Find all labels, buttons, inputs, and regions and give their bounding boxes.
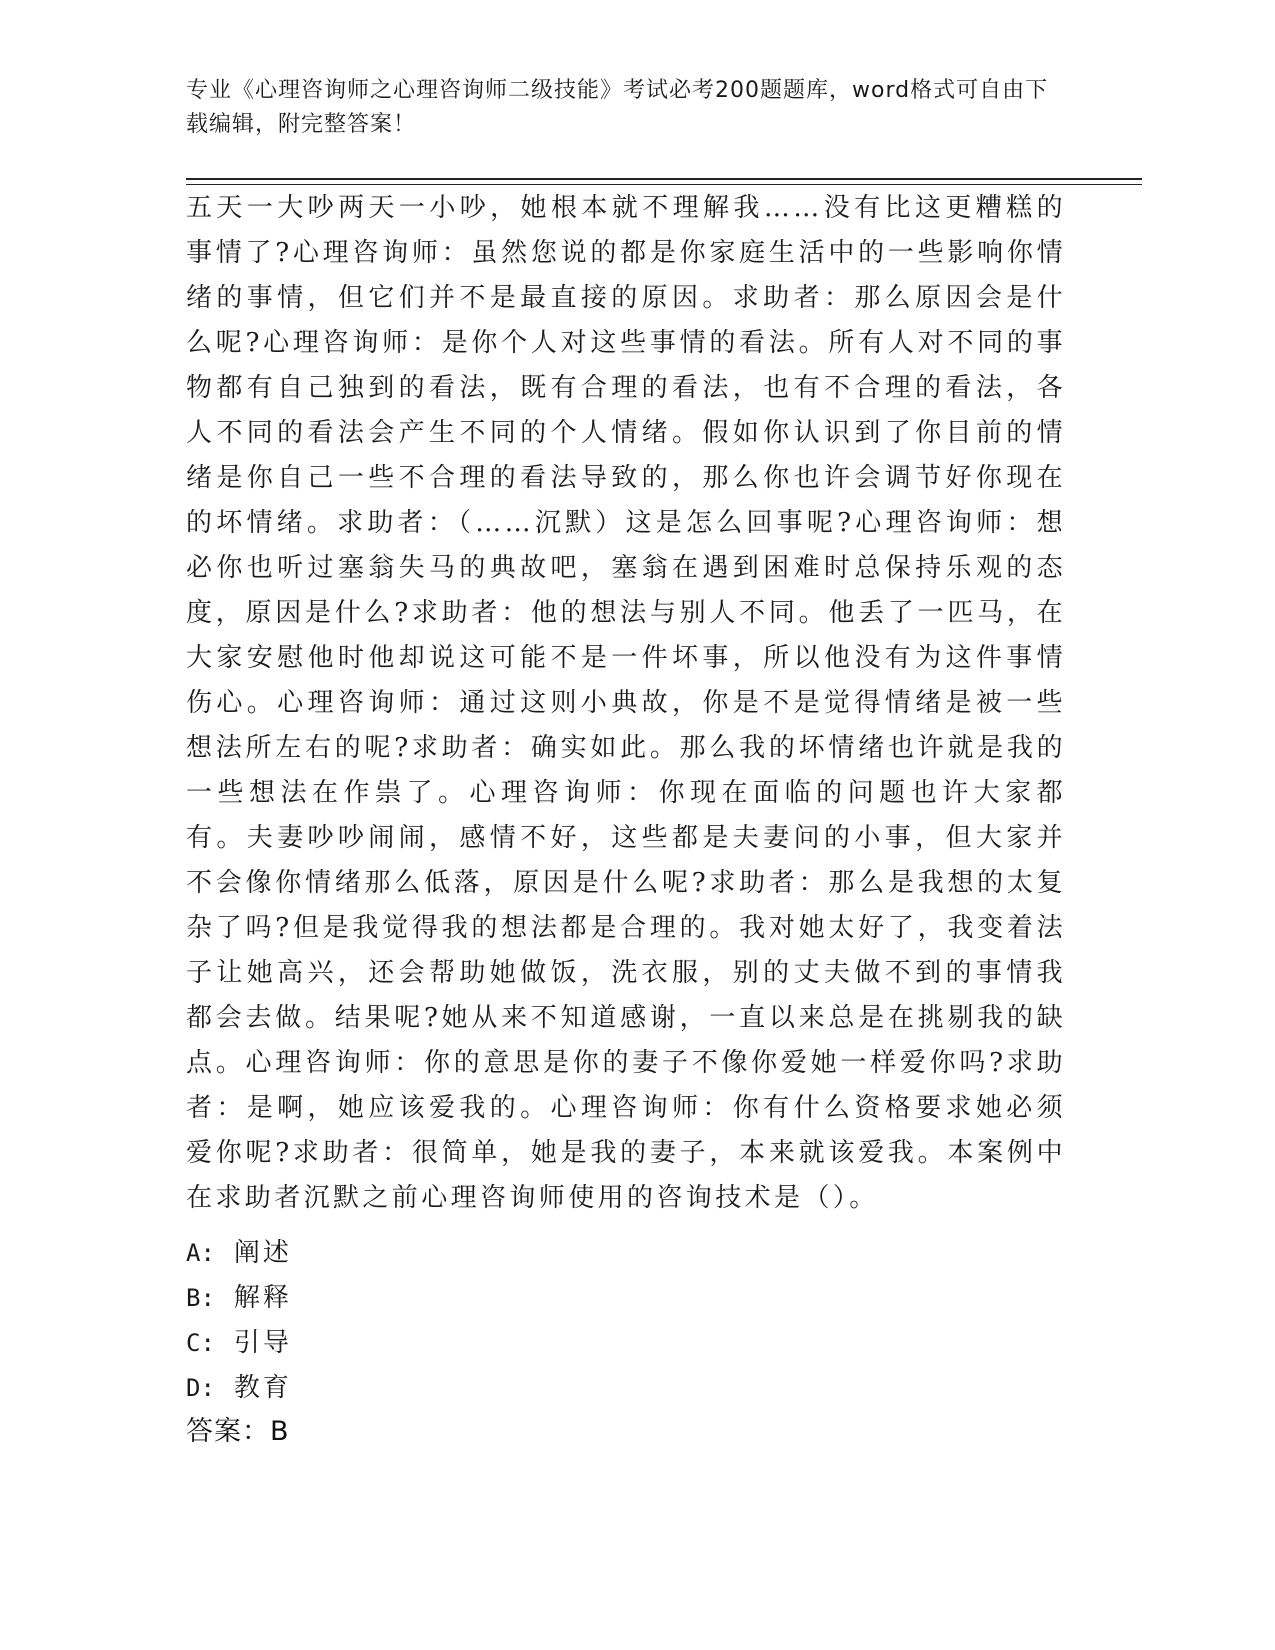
header-divider — [186, 178, 1142, 180]
option-d-text: 教育 — [233, 1373, 292, 1403]
option-d-letter: D — [186, 1374, 201, 1402]
option-c-text: 引导 — [233, 1328, 292, 1358]
answer-label: 答案： — [186, 1416, 270, 1447]
option-d-separator: : — [200, 1374, 218, 1402]
option-a — [186, 1231, 1066, 1276]
option-b-text: 解释 — [233, 1283, 292, 1313]
option-c — [186, 1321, 1066, 1366]
option-d — [186, 1366, 1066, 1411]
option-a-letter: A — [186, 1239, 201, 1267]
option-c-letter: C — [186, 1329, 201, 1357]
option-b — [186, 1276, 1066, 1321]
option-c-separator: : — [200, 1329, 218, 1357]
option-b-separator: : — [200, 1284, 218, 1312]
option-b-letter: B — [186, 1284, 201, 1312]
question-stem: 五天一大吵两天一小吵，她根本就不理解我……没有比这更糟糕的事情了?心理咨询师：虽然您说的都是你家庭生活中的一些影响你情绪的事情，但它们并不是最直接的原因。求助者：那么原因会是什么呢?心理咨询师：是你个人对这些事情的看法。所有人对不同的事物都有自己独到的看法，既有合理的看法，也有不合理的看法，各人不同的看法会产生不同的个人情绪。假如你认识到了你目前的情绪是你自己一些不合理的看法导致的，那么你也许会调节好你现在的坏情绪。求助者：（……沉默）这是怎么回事呢?心理咨询师：想必你也听过塞翁失马的典故吧，塞翁在遇到困难时总保持乐观的态度，原因是什么?求助者：他的想法与别人不同。他丢了一匹马，在大家安慰他时他却说这可能不是一件坏事，所以他没有为这件事情伤心。心理咨询师：通过这则小典故，你是不是觉得情绪是被一些想法所左右的呢?求助者：确实如此。那么我的坏情绪也许就是我的一些想法在作祟了。心理咨询师：你现在面临的问题也许大家都有。夫妻吵吵闹闹，感情不好，这些都是夫妻问的小事，但大家并不会像你情绪那么低落，原因是什么呢?求助者：那么是我想的太复杂了吗?但是我觉得我的想法都是合理的。我对她太好了，我变着法子让她高兴，还会帮助她做饭，洗衣服，别的丈夫做不到的事情我都会去做。结果呢?她从来不知道感谢，一直以来总是在挑剔我的缺点。心理咨询师：你的意思是你的妻子不像你爱她一样爱你吗?求助者：是啊，她应该爱我的。心理咨询师：你有什么资格要求她必须爱你呢?求助者：很简单，她是我的妻子，本来就该爱我。本案例中在求助者沉默之前心理咨询师使用的咨询技术是（）。 — [186, 193, 1066, 1213]
answer-line — [186, 1409, 290, 1454]
header-divider-thin — [186, 184, 1142, 185]
option-list — [186, 1231, 1066, 1411]
option-a-separator: : — [200, 1239, 218, 1267]
answer-value: B — [270, 1416, 290, 1447]
option-a-text: 阐述 — [233, 1238, 292, 1268]
page-header-title: 专业《心理咨询师之心理咨询师二级技能》考试必考200题题库，word格式可自由下载编辑，附完整答案！ — [186, 78, 1049, 137]
